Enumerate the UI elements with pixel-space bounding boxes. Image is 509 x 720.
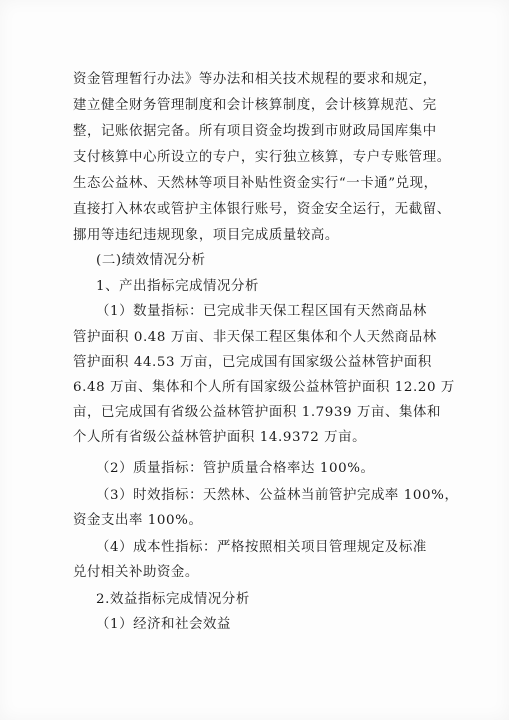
body-text-line: 建立健全财务管理制度和会计核算制度，会计核算规范、完 [73,98,437,113]
quantity-indicator-line: 6.48 万亩、集体和个人所有国家级公益林管护面积 12.20 万 [73,380,455,395]
quantity-indicator-line: 管护面积 44.53 万亩，已完成国有国家级公益林管护面积 [73,355,432,370]
cost-indicator-line: 兑付相关补助资金。 [73,565,199,580]
cost-indicator-line: （4）成本性指标：严格按照相关项目管理规定及标准 [96,540,427,555]
body-text-line: 整，记账依据完备。所有项目资金均拨到市财政局国库集中 [73,124,437,139]
quality-indicator-line: （2）质量指标：管护质量合格率达 100%。 [96,461,375,476]
body-text-line: 生态公益林、天然林等项目补贴性资金实行“一卡通”兑现， [73,176,438,191]
quantity-indicator-line: 管护面积 0.48 万亩、非天保工程区集体和个人天然商品林 [73,330,437,345]
body-text-line: 支付核算中心所设立的专户，实行独立核算，专户专账管理。 [73,150,451,165]
quantity-indicator-line: 个人所有省级公益林管护面积 14.9372 万亩。 [73,430,367,445]
economic-social-benefit-heading: （1）经济和社会效益 [96,617,232,632]
body-text-line: 挪用等违纪违规现象，项目完成质量较高。 [73,228,339,243]
body-text-line: 直接打入林农或管护主体银行账号，资金安全运行，无截留、 [73,202,451,217]
quantity-indicator-line: （1）数量指标：已完成非天保工程区国有天然商品林 [96,304,427,319]
subheading-output-indicators: 1、产出指标完成情况分析 [96,279,260,294]
body-text-line: 资金管理暂行办法》等办法和相关技术规程的要求和规定， [73,72,437,87]
subheading-benefit-indicators: 2.效益指标完成情况分析 [96,592,250,607]
timeliness-indicator-line: 资金支出率 100%。 [73,513,203,528]
section-heading: (二)绩效情况分析 [96,253,206,268]
quantity-indicator-line: 亩，已完成国有省级公益林管护面积 1.7939 万亩、集体和 [73,405,441,420]
timeliness-indicator-line: （3）时效指标：天然林、公益林当前管护完成率 100%， [96,488,459,503]
